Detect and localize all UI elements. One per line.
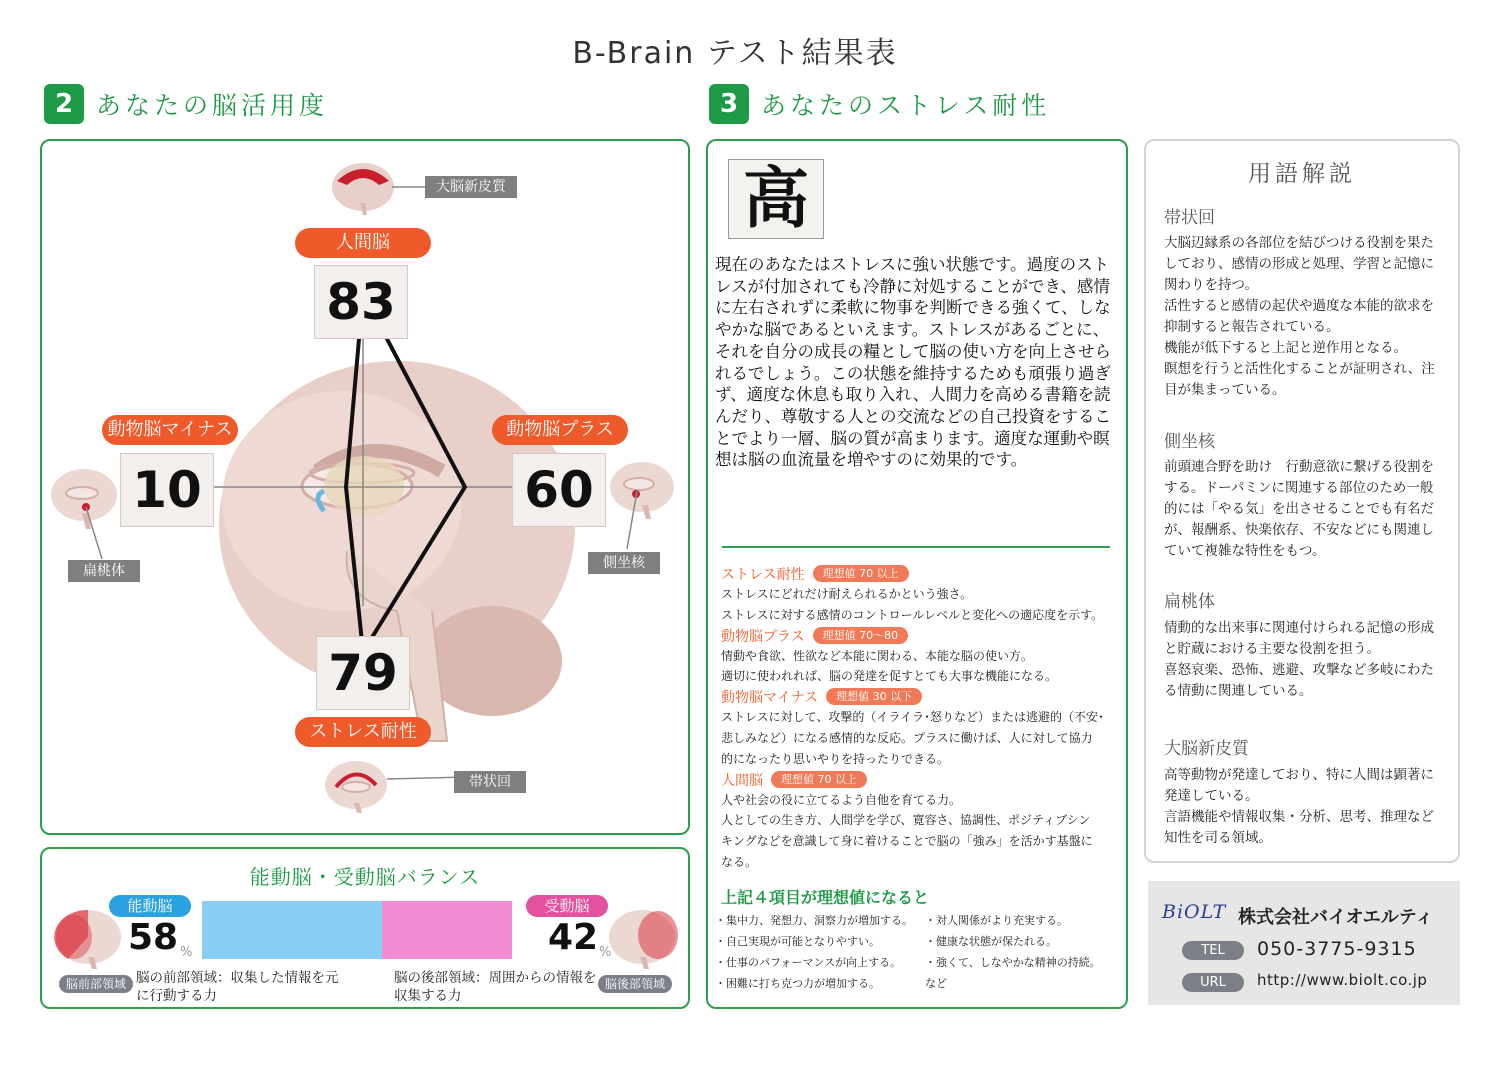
divider <box>722 546 1110 548</box>
effect-item: ・自己実現が可能となりやすい。 <box>715 935 880 948</box>
glossary-term: 扁桃体 <box>1164 592 1215 612</box>
balance-bar-active <box>202 901 382 959</box>
active-brain-unit: % <box>180 945 193 960</box>
glossary-title: 用語解説 <box>1248 161 1356 187</box>
balance-bar <box>202 901 512 959</box>
cingulate-label: 帯状回 <box>454 771 526 793</box>
effects-right-list <box>925 910 1115 994</box>
page-title: B-Brain テスト結果表 <box>572 36 898 71</box>
accumbens-leader-line <box>617 491 647 551</box>
company-logo: BiOLT <box>1162 901 1227 923</box>
definition-title: 動物脳マイナス <box>721 690 819 707</box>
active-brain-label: 能動脳 <box>109 895 191 917</box>
glossary-panel <box>1144 139 1460 863</box>
back-region-label: 脳後部領域 <box>598 975 672 993</box>
brain-usage-panel <box>40 139 690 835</box>
neocortex-brain-icon <box>327 159 397 217</box>
section-2-number: 2 <box>44 84 84 124</box>
passive-brain-description: 脳の後部領域：周囲からの情報を収集する力 <box>394 970 597 1004</box>
effect-item: ・仕事のパフォーマンスが向上する。 <box>715 956 902 969</box>
neocortex-label: 大脳新皮質 <box>425 176 517 198</box>
effects-title: 上記４項目が理想値になると <box>721 888 930 907</box>
glossary-definition: 情動的な出来事に関連付けられる記憶の形成 と貯蔵における主要な役割を担う。 喜怒哀楽、恐怖、逃避、攻撃など多岐にわた る情動に関連している。 <box>1164 620 1434 699</box>
effect-item: ・集中力、発想力、洞察力が増加する。 <box>715 914 913 927</box>
radar-polygon <box>346 293 465 652</box>
stress-grade: 高 <box>728 159 824 239</box>
animal-plus-score: 60 <box>512 453 606 527</box>
effect-item: ・対人関係がより充実する。 <box>925 914 1068 927</box>
ideal-value-tag: 理想値 30 以下 <box>826 688 922 705</box>
section-3-title: あなたのストレス耐性 <box>761 91 1051 120</box>
glossary-term: 帯状回 <box>1164 208 1215 228</box>
url-label: URL <box>1182 973 1244 992</box>
section-3-number: 3 <box>709 84 749 124</box>
section-2-title: あなたの脳活用度 <box>96 91 329 120</box>
animal-plus-label: 動物脳プラス <box>492 415 628 445</box>
section-3-header <box>709 82 1050 126</box>
effect-item: ・健康な状態が保たれる。 <box>925 935 1057 948</box>
back-brain-icon <box>606 905 682 971</box>
glossary-definition: 高等動物が発達しており、特に人間は顕著に 発達している。 言語機能や情報収集・分析、思考、推理など 知性を司る領域。 <box>1164 767 1434 846</box>
balance-panel <box>40 847 690 1009</box>
glossary-definition: 大脳辺縁系の各部位を結びつける役割を果た しており、感情の形成と処理、学習と記憶に 関わりを持つ。 活性すると感情の起伏や過度な本能的欲求を 抑制すると報告されている。 機能が低下すると上記と逆作用となる。 瞑想を行うと活性化することが証明され、注 目が集まっている。 <box>1164 235 1435 398</box>
glossary-definition: 前頭連合野を助け 行動意欲に繋げる役割を する。ドーパミンに関連する部位のため一般 的には「やる気」を出させることでも有名だ が、報酬系、快楽依存、不安などにも関連し ていて複雑な特性をもつ。 <box>1164 459 1434 559</box>
definition-human-brain <box>721 770 1121 873</box>
passive-brain-unit: % <box>599 945 612 960</box>
passive-brain-label: 受動脳 <box>526 895 608 917</box>
definition-text: 情動や食欲、性欲など本能に関わる、本能な脳の使い方。 適切に使われれば、脳の発達を促すとても大事な機能になる。 <box>721 648 1058 684</box>
ideal-value-tag: 理想値 70 以上 <box>813 565 909 582</box>
front-region-label: 脳前部領域 <box>59 975 133 993</box>
definition-text: ストレスに対して、攻撃的（イライラ･怒りなど）または逃避的（不安･ 悲しみなど）になる感情的な反応。プラスに働けば、人に対して協力 的になったり思いやりを持ったりできる。 <box>721 710 1105 766</box>
section-2-header <box>44 82 328 126</box>
definition-title: ストレス耐性 <box>721 567 805 583</box>
human-brain-label: 人間脳 <box>295 228 431 258</box>
stress-description: 現在のあなたはストレスに強い状態です。過度のストレスが付加されても冷静に対処することができ、感情に左右されずに柔軟に物事を判断できる強くて、しなやかな脳であるといえます。ストレスがあるごとに、それを自分の成長の糧として脳の使い方を向上させられるでしょう。この状態を維持するためも頑張り過ぎず、適度な休息も取り入れ、人間力を高める書籍を読んだり、尊敬する人との交流などの自己投資をすることでより一層、脳の質が高まります。適度な運動や瞑想は脳の血流量を増やすのに効果的です。 <box>715 255 1111 470</box>
definition-stress-tolerance <box>721 564 1121 626</box>
stress-tolerance-score: 79 <box>316 636 410 710</box>
amygdala-leader-line <box>80 507 120 559</box>
definition-animal-minus <box>721 687 1121 769</box>
balance-title: 能動脳・受動脳バランス <box>249 865 481 889</box>
animal-minus-score: 10 <box>120 453 214 527</box>
definition-text: ストレスにどれだけ耐えられるかという強さ。 ストレスに対する感情のコントロールレベルと変化への適応度を示す。 <box>721 587 1104 622</box>
definition-text: 人や社会の役に立てるよう自他を育てる力。 人としての生き方、人間学を学び、寛容さ、協調性、ポジティブシン キングなどを意識して身に着けることで脳の「強み」を活かす基盤に なる。 <box>721 792 1093 869</box>
definition-title: 動物脳プラス <box>721 628 805 645</box>
stress-panel <box>706 139 1128 1009</box>
definition-animal-plus <box>721 626 1121 688</box>
company-name: 株式会社バイオエルティ <box>1238 907 1434 928</box>
glossary-term: 大脳新皮質 <box>1164 739 1249 759</box>
stress-tolerance-label: ストレス耐性 <box>295 717 431 747</box>
definition-list <box>721 564 1121 873</box>
amygdala-label: 扁桃体 <box>68 560 140 582</box>
balance-bar-passive <box>382 901 512 959</box>
passive-brain-value: 42 <box>548 917 599 958</box>
ideal-value-tag: 理想値 70〜80 <box>813 627 909 644</box>
effect-item: ・強くて、しなやかな精神の持続。 <box>925 956 1101 969</box>
active-brain-value: 58 <box>128 917 179 958</box>
effects-left-list <box>715 910 925 994</box>
definition-title: 人間脳 <box>721 772 763 789</box>
tel-label: TEL <box>1182 941 1244 960</box>
cingulate-brain-icon <box>322 757 392 815</box>
active-brain-description: 脳の前部領域：収集した情報を元に行動する力 <box>136 970 339 1004</box>
company-tel: 050-3775-9315 <box>1257 938 1417 960</box>
effect-item: ・困難に打ち克つ力が増加する。 <box>715 977 880 990</box>
company-url-link[interactable]: http://www.biolt.co.jp <box>1257 971 1428 989</box>
glossary-term: 側坐核 <box>1164 432 1215 452</box>
ideal-value-tag: 理想値 70 以上 <box>771 771 867 788</box>
company-info <box>1148 881 1460 1005</box>
effect-item: など <box>925 977 947 990</box>
accumbens-label: 側坐核 <box>588 552 660 574</box>
human-brain-score: 83 <box>314 265 408 339</box>
animal-minus-label: 動物脳マイナス <box>102 415 238 445</box>
